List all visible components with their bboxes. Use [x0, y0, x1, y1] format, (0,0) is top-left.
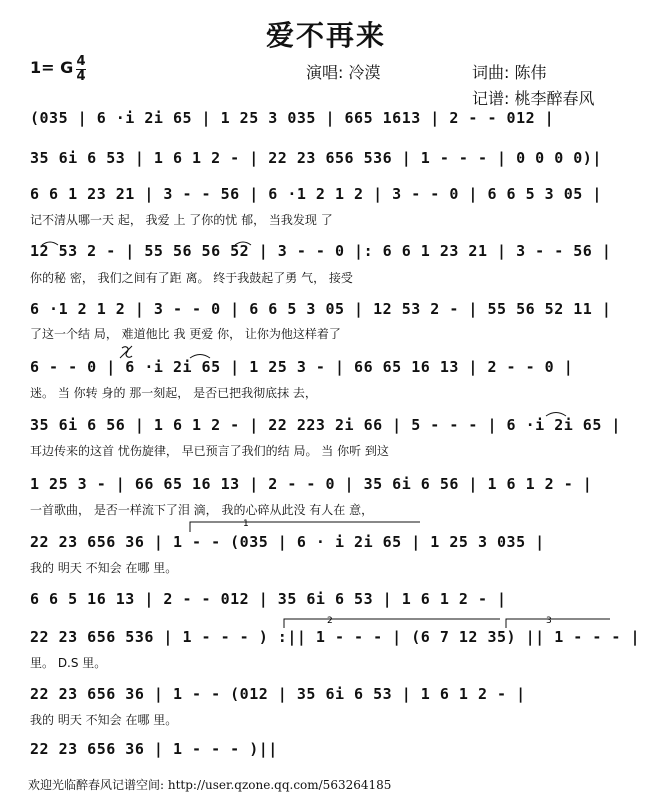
score-row-9-lyrics: 我的 明天 不知会 在哪 里。 — [30, 561, 178, 575]
composer-credit: 词曲: 陈伟 — [472, 63, 547, 82]
score-row-12-lyrics: 我的 明天 不知会 在哪 里。 — [30, 713, 178, 727]
score-row-3-lyrics: 记不清从哪一天 起， 我爱 上 了你的忧 郁， 当我发现 了 — [30, 213, 333, 227]
volta-3-bracket — [506, 619, 610, 628]
time-signature-bottom: 4 — [76, 69, 86, 84]
segno-mark — [122, 347, 132, 357]
score-row-13-notes: 22 23 656 36 | 1 - - - )|| — [30, 740, 278, 758]
score-row-8-lyrics: 一首歌曲， 是否一样流下了泪 滴， 我的心碎从此没 有人在 意， — [30, 503, 374, 517]
volta-1-number: 1 — [243, 519, 249, 529]
score-row-3-notes: 6 6 1 23 21 | 3 - - 56 | 6 ·1 2 1 2 | 3 - - 0 | 6 6 5 3 05 | — [30, 185, 602, 203]
transcriber-credit: 记谱: 桃李醉春风 — [472, 89, 595, 108]
volta-2-number: 2 — [327, 616, 333, 626]
tie-arc-2 — [235, 242, 251, 245]
singer-credit: 演唱: 冷漠 — [306, 63, 381, 82]
song-title: 爱不再来 — [265, 19, 386, 52]
score-row-10-notes: 6 6 5 16 13 | 2 - - 012 | 35 6i 6 53 | 1 6 1 2 - | — [30, 590, 507, 608]
key-signature: 1= G — [30, 58, 74, 77]
score-row-8-notes: 1 25 3 - | 66 65 16 13 | 2 - - 0 | 35 6i 6 56 | 1 6 1 2 - | — [30, 475, 593, 493]
score-row-4-lyrics: 你的秘 密， 我们之间有了距 离。 终于我鼓起了勇 气， 接受 — [30, 271, 353, 285]
score-row-5-notes: 6 ·1 2 1 2 | 3 - - 0 | 6 6 5 3 05 | 12 53 2 - | 55 56 52 11 | — [30, 300, 612, 318]
score-row-4-notes: 12 53 2 - | 55 56 56 52 | 3 - - 0 |: 6 6 1 23 21 | 3 - - 56 | — [30, 242, 612, 260]
score-row-5-lyrics: 了这一个结 局， 难道他比 我 更爱 你， 让你为他这样着了 — [30, 327, 341, 341]
time-signature-top: 4 — [76, 54, 86, 69]
score-row-12-notes: 22 23 656 36 | 1 - - (012 | 35 6i 6 53 | 1 6 1 2 - | — [30, 685, 526, 703]
footer-note: 欢迎光临醉春风记谱空间: http://user.qzone.qq.com/563264185 — [28, 778, 392, 792]
score-row-1-notes: (035 | 6 ·i 2i 65 | 1 25 3 035 | 665 1613 | 2 - - 012 | — [30, 109, 555, 127]
volta-3-number: 3 — [546, 616, 552, 626]
score-row-7-lyrics: 耳边传来的这首 忧伤旋律， 早已预言了我们的结 局。 当 你听 到这 — [30, 444, 389, 458]
score-row-11-notes: 22 23 656 536 | 1 - - - ) :|| 1 - - - | (6 7 12 35) || 1 - - - | — [30, 628, 640, 646]
score-row-7-notes: 35 6i 6 56 | 1 6 1 2 - | 22 223 2i 66 | 5 - - - | 6 ·i 2i 65 | — [30, 416, 621, 434]
score-row-2-notes: 35 6i 6 53 | 1 6 1 2 - | 22 23 656 536 | 1 - - - | 0 0 0 0)| — [30, 149, 602, 167]
volta-2-bracket — [284, 619, 500, 628]
tie-arc-3 — [190, 355, 210, 359]
score-row-6-notes: 6 - - 0 | 6 ·i 2i 65 | 1 25 3 - | 66 65 16 13 | 2 - - 0 | — [30, 358, 574, 376]
tie-arc-1 — [42, 242, 58, 245]
tie-arc-4 — [546, 413, 566, 417]
score-row-9-notes: 22 23 656 36 | 1 - - (035 | 6 · i 2i 65 | 1 25 3 035 | — [30, 533, 545, 551]
volta-1-bracket — [190, 522, 420, 532]
score-row-6-lyrics: 迷。 当 你转 身的 那一刻起， 是否已把我彻底抹 去， — [30, 386, 317, 400]
score-row-11-lyrics: 里。 D.S 里。 — [30, 656, 107, 670]
